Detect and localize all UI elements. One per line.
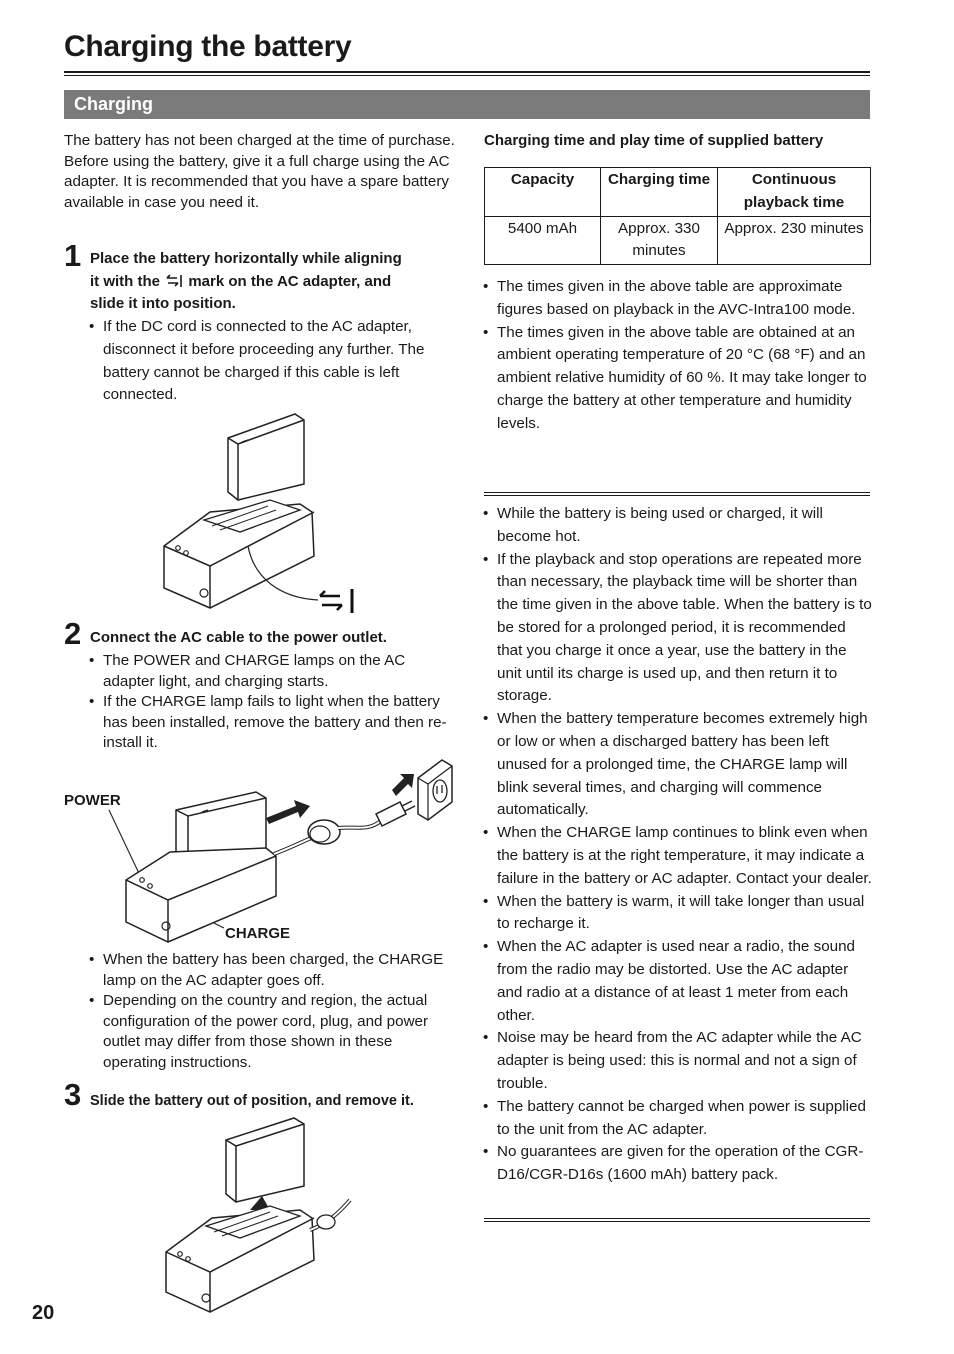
page-title: Charging the battery — [64, 30, 352, 63]
step-1-line-c: slide it into position. — [90, 295, 236, 312]
battery-insert-illustration — [150, 408, 370, 618]
intro-text — [64, 131, 456, 213]
step-1-line-b: it with the mark on the AC adapter, and — [90, 272, 392, 290]
step-2-text: Connect the AC cable to the power outlet. — [90, 629, 387, 646]
table-cell: 5400 mAh — [485, 216, 601, 265]
step-3-number: 3 — [64, 1077, 82, 1112]
list-item: • Noise may be heard from the AC adapter while the AC adapter is being used: this is normal and not a sign of trouble. — [483, 1027, 873, 1095]
section-header — [64, 90, 870, 119]
list-item: • If the playback and stop operations are repeated more than necessary, the playback time will be shorter than the time given in the above table. When the battery is to be stored for a prolonged period, it is recommended that you charge it once a year, use the battery in the unit until its charge is used up, and then return it to storage. — [483, 549, 873, 709]
table-header: Charging time — [601, 168, 718, 217]
table-header: Capacity — [485, 168, 601, 217]
table-title: Charging time and play time of supplied battery — [484, 132, 824, 149]
table-header: Continuous playback time — [718, 168, 871, 217]
list-item: • While the battery is being used or charged, it will become hot. — [483, 503, 873, 549]
step-2-number: 2 — [64, 616, 82, 651]
title-rule — [64, 71, 870, 73]
table-row — [485, 216, 871, 265]
notes-top-rule — [484, 492, 870, 493]
notes-bottom-rule-2 — [484, 1221, 870, 1222]
notes-top-rule-2 — [484, 495, 870, 496]
section-title: Charging — [74, 94, 153, 114]
table-notes — [483, 276, 871, 436]
align-mark-icon — [165, 274, 183, 288]
page-number: 20 — [32, 1302, 55, 1324]
list-item: • When the battery is warm, it will take longer than usual to recharge it. — [483, 891, 873, 937]
list-item: • If the DC cord is connected to the AC adapter, disconnect it before proceeding any further. The battery cannot be charged if this cable is left connected. — [89, 316, 455, 407]
notes-bottom-rule — [484, 1218, 870, 1219]
step-1-text — [90, 248, 460, 316]
intro-line-2: Before using the battery, give it a full charge using the AC adapter. It is recommended that you have a spare battery available in case you need it. — [64, 152, 450, 211]
list-item: • When the AC adapter is used near a radio, the sound from the radio may be distorted. Use the AC adapter and radio at a distance of at least 1 meter from each other. — [483, 936, 873, 1027]
list-item: • The times given in the above table are obtained at an ambient operating temperature of 20 °C (68 °F) and an ambient relative humidity of 60 %. It may take longer to charge the battery at other temperature and humidity levels. — [483, 322, 871, 436]
list-item: • When the battery temperature becomes extremely high or low or when a discharged battery has been left unused for a prolonged time, the CHARGE lamp will blink several times, and charging will commence automatically. — [483, 708, 873, 822]
charge-lamp-label: CHARGE — [225, 925, 291, 942]
list-item: • The times given in the above table are approximate figures based on playback in the AVC-Intra100 mode. — [483, 276, 871, 322]
step-3-text: Slide the battery out of position, and remove it. — [90, 1093, 414, 1109]
table-header-row — [485, 168, 871, 217]
step-1-line-a: Place the battery horizontally while aligning — [90, 250, 402, 267]
notes-list — [483, 503, 873, 1187]
ac-connection-illustration — [106, 756, 456, 946]
list-item: • If the CHARGE lamp fails to light when the battery has been installed, remove the battery and then re-install it. — [89, 692, 455, 754]
list-item: • When the CHARGE lamp continues to blink even when the battery is at the right temperature, it may indicate a failure in the battery or AC adapter. Contact your dealer. — [483, 822, 873, 890]
table-cell: Approx. 230 minutes — [718, 216, 871, 265]
step-1-number: 1 — [64, 238, 82, 273]
list-item: • The POWER and CHARGE lamps on the AC adapter light, and charging starts. — [89, 651, 455, 692]
step-2-after-bullets — [89, 950, 455, 1074]
battery-remove-illustration — [160, 1114, 360, 1314]
list-item: • Depending on the country and region, the actual configuration of the power cord, plug, and power outlet may differ from those shown in these operating instructions. — [89, 991, 455, 1073]
intro-line-1: The battery has not been charged at the time of purchase. — [64, 132, 455, 149]
step-2-bullets — [89, 651, 455, 754]
list-item: • The battery cannot be charged when power is supplied to the unit from the AC adapter. — [483, 1096, 873, 1142]
power-lamp-label: POWER — [64, 792, 121, 809]
title-rule-thin — [64, 75, 870, 76]
step-1-bullets — [89, 316, 455, 407]
list-item: • When the battery has been charged, the CHARGE lamp on the AC adapter goes off. — [89, 950, 455, 991]
charging-time-table — [484, 167, 871, 265]
list-item: • No guarantees are given for the operation of the CGR-D16/CGR-D16s (1600 mAh) battery pack. — [483, 1141, 873, 1187]
table-cell: Approx. 330 minutes — [601, 216, 718, 265]
